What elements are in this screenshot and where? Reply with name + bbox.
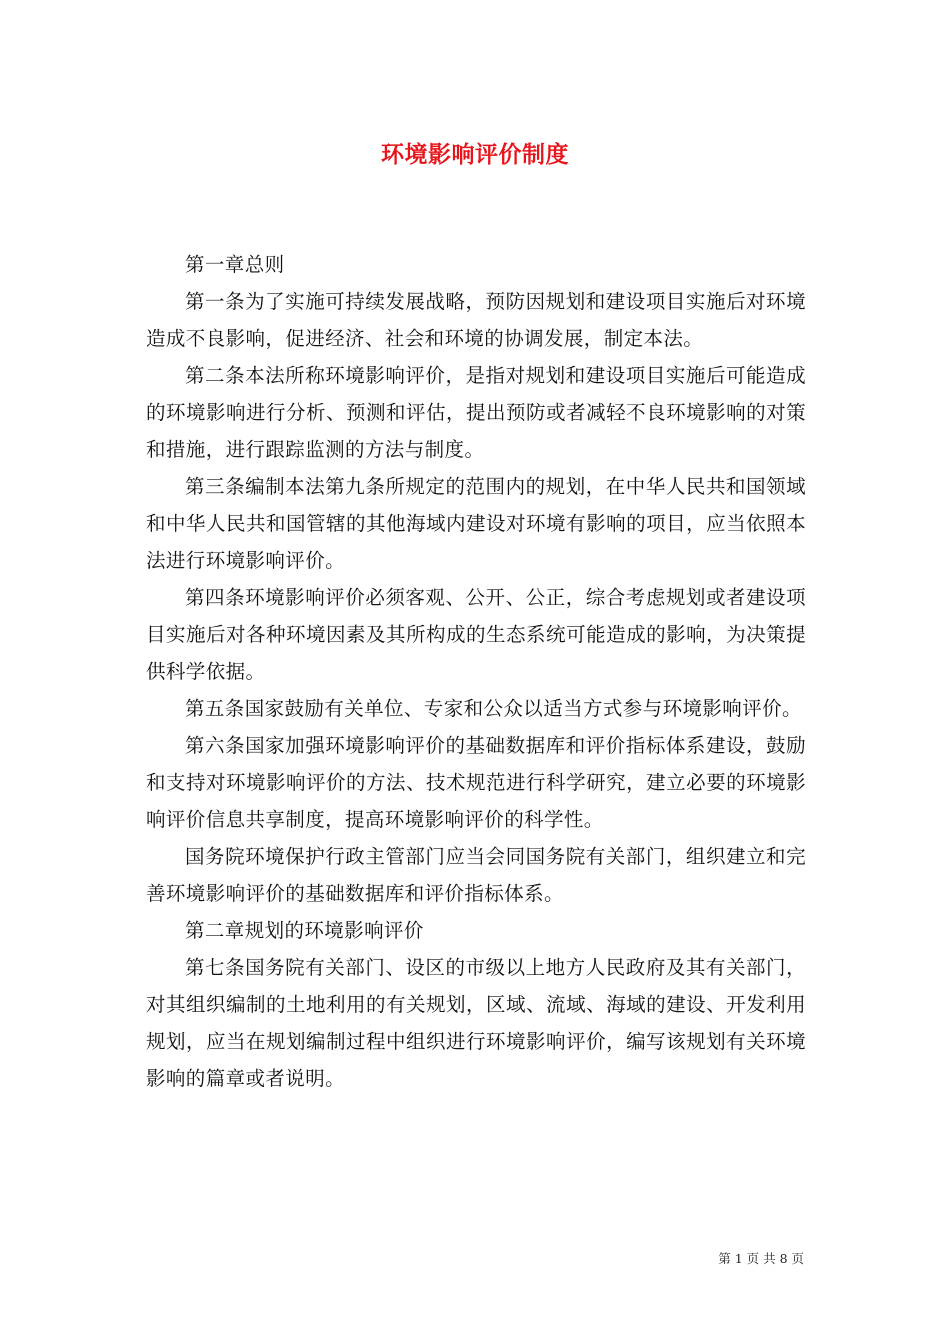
article-paragraph: 第四条环境影响评价必须客观、公开、公正，综合考虑规划或者建设项目实施后对各种环境因素及其所构成的生态系统可能造成的影响，为决策提供科学依据。 (146, 586, 806, 683)
article-paragraph: 第六条国家加强环境影响评价的基础数据库和评价指标体系建设，鼓励和支持对环境影响评价的方法、技术规范进行科学研究，建立必要的环境影响评价信息共享制度，提高环境影响评价的科学性。 (146, 734, 806, 831)
article-paragraph: 第五条国家鼓励有关单位、专家和公众以适当方式参与环境影响评价。 (185, 697, 802, 720)
chapter-heading: 第二章规划的环境影响评价 (185, 919, 424, 942)
chapter-heading: 第一章总则 (185, 253, 285, 276)
article-paragraph: 国务院环境保护行政主管部门应当会同国务院有关部门，组织建立和完善环境影响评价的基础数据库和评价指标体系。 (146, 845, 806, 905)
article-paragraph: 第三条编制本法第九条所规定的范围内的规划，在中华人民共和国领域和中华人民共和国管辖的其他海域内建设对环境有影响的项目，应当依照本法进行环境影响评价。 (146, 475, 806, 572)
article-paragraph: 第七条国务院有关部门、设区的市级以上地方人民政府及其有关部门，对其组织编制的土地利用的有关规划，区域、流域、海域的建设、开发利用规划，应当在规划编制过程中组织进行环境影响评价，编写该规划有关环境影响的篇章或者说明。 (146, 956, 806, 1090)
document-title: 环境影响评价制度 (381, 141, 569, 168)
page-number-label: 第 1 页 共 8 页 (718, 1251, 804, 1266)
article-paragraph: 第二条本法所称环境影响评价，是指对规划和建设项目实施后可能造成的环境影响进行分析、预测和评估，提出预防或者减轻不良环境影响的对策和措施，进行跟踪监测的方法与制度。 (146, 364, 806, 461)
page-number-footer (718, 1249, 804, 1267)
document-body (146, 246, 806, 1097)
article-paragraph: 第一条为了实施可持续发展战略，预防因规划和建设项目实施后对环境造成不良影响，促进经济、社会和环境的协调发展，制定本法。 (146, 290, 806, 350)
